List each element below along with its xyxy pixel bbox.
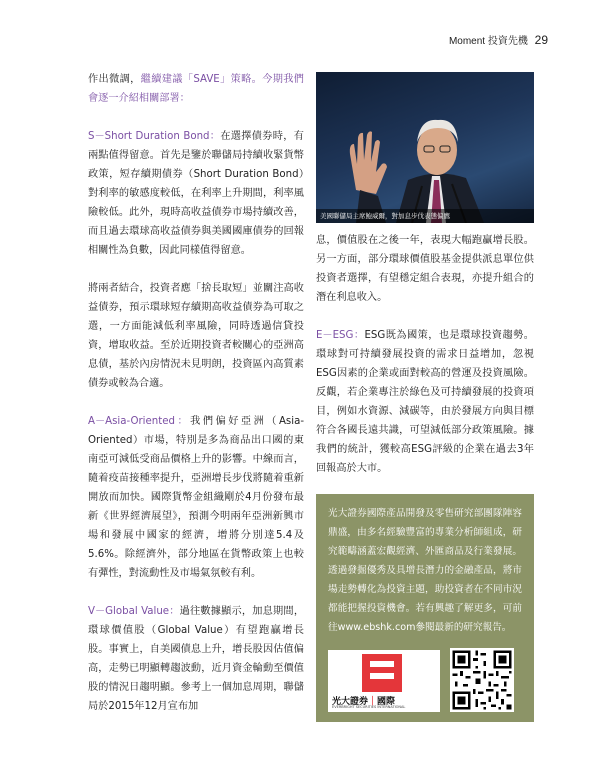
s-label: S－Short Duration Bond：	[88, 131, 221, 142]
v-paragraph	[88, 602, 304, 716]
v-label: V－Global Value：	[88, 606, 180, 617]
company-description: 光大證券國際產品開發及零售研究部團隊陣容鼎盛，由多名經驗豐富的專業分析師組成，研究範疇涵蓋宏觀經濟、外匯商品及行業發展。透過發掘優秀及具增長潛力的金融產品，將市場走勢轉化為投資主題，助投資者在不同市況都能把握投資機會。若有興趣了解更多，可前往www.ebshk.com參閱最新的研究報告。	[328, 508, 522, 633]
magazine-title: Moment 投資先機	[448, 36, 528, 47]
right-column	[316, 231, 534, 478]
e-paragraph	[316, 326, 534, 478]
logo-intl: 國際	[377, 697, 396, 707]
speaker-illustration	[316, 72, 534, 223]
a-text: 我們偏好亞洲（Asia-Oriented）市場，特別是多為商品出口國的東南亞可減低受商品價格上升的影響。中線而言，隨着疫苗接種率提升，亞洲增長步伐將隨着重新開放而加快。國際貨幣金組織剛於4月份發布最新《世界經濟展望》，預測今明兩年亞洲新興市場和發展中國家的經濟，增將分別達5.4及5.6%。除經濟外，部分地區在貨幣政策上也較有彈性，對流動性及市場氣氛較有利。	[88, 416, 304, 579]
logo-mark-icon	[362, 654, 402, 692]
continued-paragraph: 息，價值股在之後一年，表現大幅跑贏增長股。另一方面，部分環球價值股基金提供派息單位供投資者選擇，有望穩定組合表現，亦提升組合的潛在利息收入。	[316, 235, 534, 303]
news-photo	[316, 72, 534, 223]
e-label: E－ESG：	[316, 330, 365, 341]
intro-paragraph	[88, 70, 304, 108]
logo-subtitle: EVERBRIGHT SECURITIES INTERNATIONAL	[332, 705, 406, 709]
intro-highlight: 繼續建議「SAVE」策略。今期我們會逐一介紹相關部署：	[88, 74, 304, 104]
photo-caption: 美國聯儲局主席鮑威爾，對加息步伐表態偏鷹	[316, 209, 534, 223]
e-text: ESG既為國策，也是環球投資趨勢。環球對可持續發展投資的需求日益增加，忽視ESG因素的企業或面對較高的營運及投資風險。反觀，若企業專注於綠色及可持續發展的投資項目，例如水資源、減碳等，由於發展方向與目標符合各國長遠共識，可望減低部分政策風險。據我們的統計，獲較高ESG評級的企業在過去3年回報高於大市。	[316, 330, 534, 474]
s-paragraph	[88, 127, 304, 260]
left-column	[88, 70, 304, 716]
page-number: 29	[534, 33, 548, 47]
s-text: 在選擇債券時，有兩點值得留意。首先是鑒於聯儲局持續收緊貨幣政策，短存續期債券（Short Duration Bond）對利率的敏感度較低，在利率上升期間，利率風險較低。此外，現時高收益債券市場持續改善，而且過去環球高收益債券與美國國庫債券的回報相關性為負數，因此同樣值得留意。	[88, 131, 304, 256]
company-info-box	[316, 494, 534, 722]
logo-name-cn: 光大證券	[332, 697, 369, 707]
a-paragraph	[88, 412, 304, 583]
page-header	[449, 32, 548, 47]
logo-separator: ｜	[368, 697, 378, 707]
qr-code-icon[interactable]	[450, 648, 514, 712]
company-logo	[328, 650, 440, 712]
v-text: 過往數據顯示，加息期間，環球價值股（Global Value）有望跑贏增長股。事實上，自美國債息上升，增長股因估值偏高，走勢已明顯轉趨波動，近月資金輪動至價值股的情況日趨明顯。參考上一個加息周期，聯儲局於2015年12月宣布加	[88, 606, 305, 712]
intro-plain: 作出微調，	[88, 74, 141, 85]
a-label: A－Asia-Oriented：	[88, 416, 191, 427]
combo-paragraph: 將兩者結合，投資者應「捨長取短」並關注高收益債券，預示環球短存續期高收益債券為可取之選，一方面能減低利率風險，同時透過信貸投資，增取收益。至於近期投資者較關心的亞洲高息債，基於內房情況未見明朗，投資區內高質素債券或較為合適。	[88, 283, 304, 389]
